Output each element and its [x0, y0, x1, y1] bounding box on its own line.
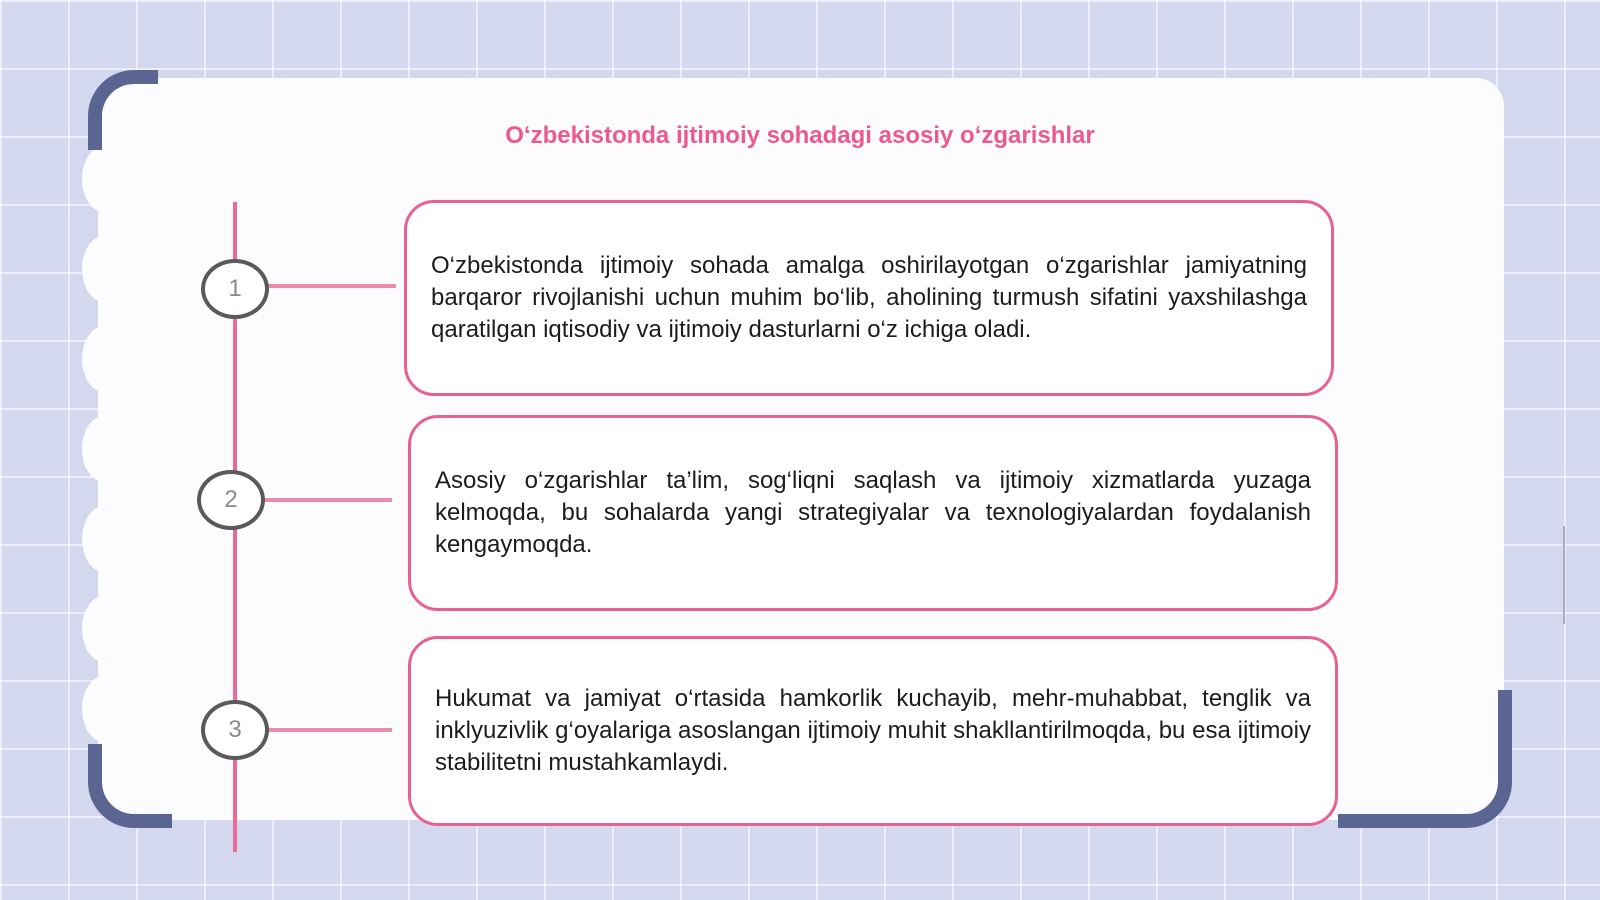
scallop-edge: [82, 676, 126, 742]
step-text: Hukumat va jamiyat o‘rtasida hamkorlik kuchayib, mehr-muhabbat, tenglik va inklyuzivlik g‘oyalariga asoslangan ijtimoiy muhit shakllantirilmoqda, bu esa ijtimoiy stabilitetni mustahkamlaydi.: [435, 685, 1311, 776]
slide-title: Oʻzbekistonda ijtimoiy sohadagi asosiy oʻzgarishlar: [505, 122, 1095, 149]
connector-line: [266, 284, 396, 288]
connector-line: [266, 728, 392, 732]
step-number-circle: 3: [201, 700, 269, 760]
step-box: [408, 636, 1338, 826]
step-box: [404, 200, 1334, 396]
scallop-edge: [82, 146, 126, 212]
frame-corner-top-left: [88, 70, 158, 150]
decorative-line: [1563, 526, 1565, 624]
scallop-edge: [82, 236, 126, 302]
scallop-edge: [82, 596, 126, 662]
scallop-edge: [82, 506, 126, 572]
scallop-edge: [82, 326, 126, 392]
step-box: [408, 415, 1338, 611]
step-text: Asosiy o‘zgarishlar ta’lim, sog‘liqni saqlash va ijtimoiy xizmatlarda yuzaga kelmoqda, bu sohalarda yangi strategiyalar va texnologiyalardan foydalanish kengaymoqda.: [435, 467, 1311, 558]
frame-corner-bottom-left: [88, 744, 172, 828]
connector-line: [262, 498, 392, 502]
step-number-circle: 1: [201, 259, 269, 319]
scallop-edge: [82, 416, 126, 482]
step-text: O‘zbekistonda ijtimoiy sohada amalga oshirilayotgan o‘zgarishlar jamiyatning barqaror rivojlanishi uchun muhim bo‘lib, aholining turmush sifatini yaxshilashga qaratilgan iqtisodiy va ijtimoiy dasturlarni o‘z ichiga oladi.: [431, 252, 1307, 343]
frame-corner-bottom-right: [1338, 690, 1512, 828]
step-number-circle: 2: [197, 470, 265, 530]
